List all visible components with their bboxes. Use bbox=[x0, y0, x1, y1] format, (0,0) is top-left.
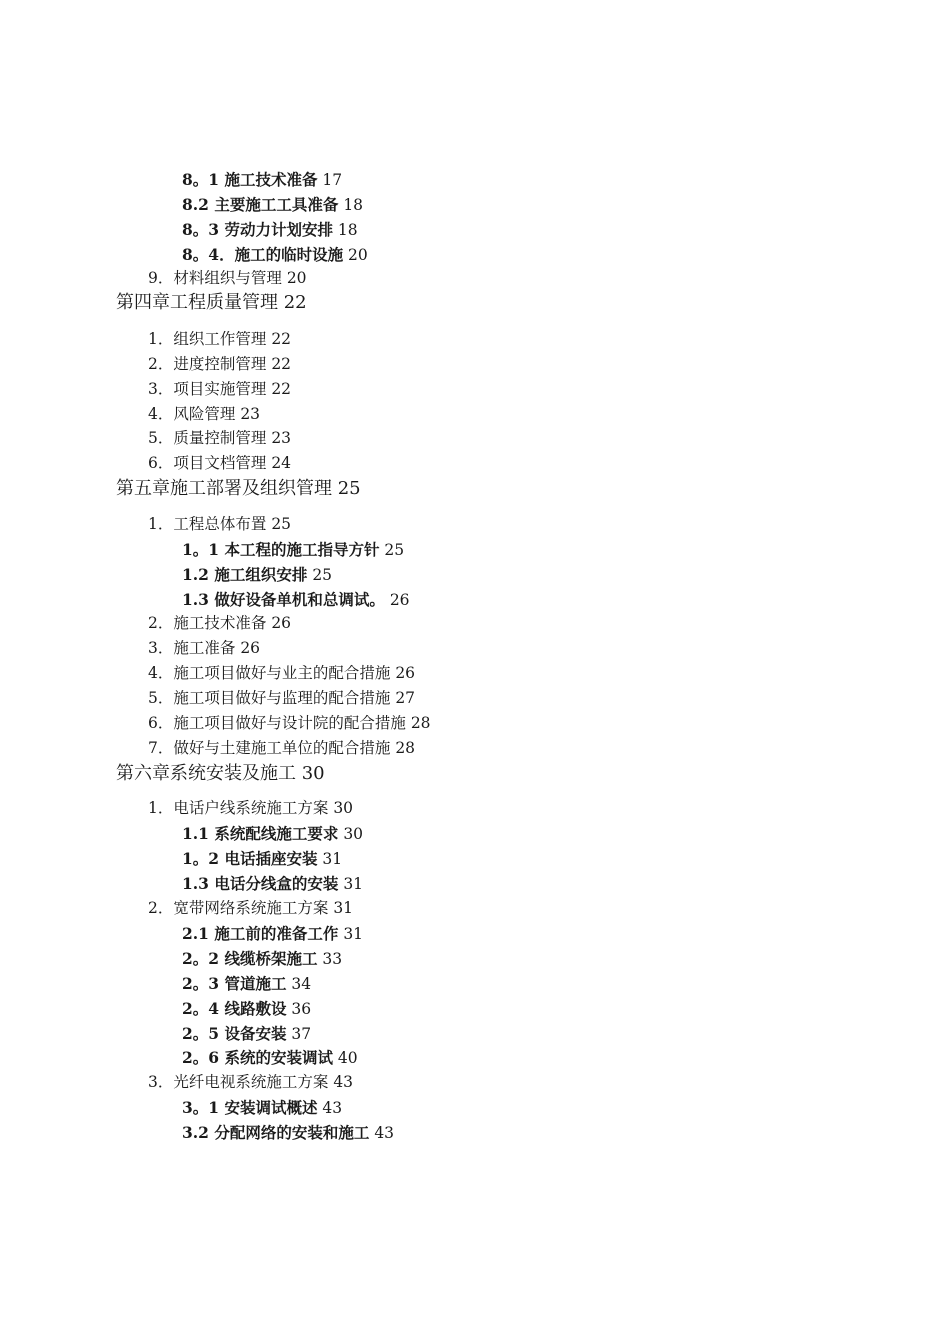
toc-entry[interactable] bbox=[148, 741, 415, 757]
toc-entry[interactable] bbox=[182, 851, 342, 868]
toc-chapter-page: 30 bbox=[301, 763, 325, 784]
toc-entry-title: 1.3 电话分线盒的安装 bbox=[182, 874, 339, 893]
toc-entry-page: 31 bbox=[343, 925, 364, 943]
toc-entry[interactable] bbox=[148, 616, 291, 632]
toc-entry-title: 2。6 系统的安装调试 bbox=[182, 1048, 333, 1067]
toc-entry[interactable] bbox=[148, 382, 291, 398]
toc-entry-title: 8.2 主要施工工具准备 bbox=[182, 195, 339, 214]
toc-entry-title: 2。4 线路敷设 bbox=[182, 999, 287, 1018]
toc-entry-page: 20 bbox=[348, 246, 368, 264]
toc-entry-page: 23 bbox=[271, 429, 292, 447]
toc-entry[interactable] bbox=[148, 357, 291, 373]
toc-chapter-page: 22 bbox=[283, 292, 307, 313]
toc-entry-page: 30 bbox=[343, 825, 364, 843]
toc-entry-page: 27 bbox=[395, 689, 416, 707]
toc-entry-title: 1.3 做好设备单机和总调试。 bbox=[182, 590, 385, 609]
toc-chapter[interactable] bbox=[116, 765, 325, 783]
toc-entry-page: 18 bbox=[337, 221, 358, 239]
toc-entry-page: 28 bbox=[395, 739, 416, 757]
toc-entry[interactable] bbox=[182, 592, 410, 609]
toc-entry[interactable] bbox=[148, 666, 415, 682]
toc-entry[interactable] bbox=[182, 197, 363, 214]
toc-entry[interactable] bbox=[182, 976, 311, 993]
toc-entry-title: 9．材料组织与管理 bbox=[148, 269, 282, 287]
toc-entry[interactable] bbox=[182, 1001, 311, 1018]
toc-entry-page: 18 bbox=[343, 196, 364, 214]
toc-entry-page: 24 bbox=[271, 454, 292, 472]
toc-chapter-page: 25 bbox=[337, 478, 361, 499]
toc-entry-page: 31 bbox=[333, 899, 354, 917]
toc-entry-page: 31 bbox=[322, 850, 343, 868]
toc-entry-page: 30 bbox=[333, 799, 354, 817]
toc-entry-title: 2．进度控制管理 bbox=[148, 355, 267, 373]
toc-chapter[interactable] bbox=[116, 480, 361, 498]
toc-entry[interactable] bbox=[182, 1026, 311, 1043]
toc-entry-page: 23 bbox=[240, 405, 261, 423]
toc-entry-page: 34 bbox=[291, 975, 312, 993]
toc-entry[interactable] bbox=[182, 222, 358, 239]
toc-entry-title: 4．风险管理 bbox=[148, 405, 236, 423]
toc-entry-title: 4．施工项目做好与业主的配合措施 bbox=[148, 664, 391, 682]
toc-entry-page: 37 bbox=[291, 1025, 312, 1043]
toc-entry-title: 3。1 安装调试概述 bbox=[182, 1098, 318, 1117]
toc-entry-title: 8。1 施工技术准备 bbox=[182, 170, 318, 189]
toc-entry-title: 1.2 施工组织安排 bbox=[182, 565, 308, 584]
toc-entry[interactable] bbox=[148, 431, 291, 447]
toc-entry-page: 25 bbox=[384, 541, 405, 559]
toc-entry-title: 6．施工项目做好与设计院的配合措施 bbox=[148, 714, 406, 732]
toc-entry-title: 5．施工项目做好与监理的配合措施 bbox=[148, 689, 391, 707]
toc-entry-title: 1．工程总体布置 bbox=[148, 515, 267, 533]
toc-entry-page: 43 bbox=[333, 1073, 354, 1091]
toc-entry-title: 2。5 设备安装 bbox=[182, 1024, 287, 1043]
toc-entry-title: 1．电话户线系统施工方案 bbox=[148, 799, 329, 817]
toc-entry[interactable] bbox=[182, 951, 342, 968]
toc-entry[interactable] bbox=[148, 641, 260, 657]
toc-entry-title: 1。2 电话插座安装 bbox=[182, 849, 318, 868]
toc-entry-page: 22 bbox=[271, 330, 292, 348]
toc-entry-title: 2。3 管道施工 bbox=[182, 974, 287, 993]
toc-entry-page: 17 bbox=[322, 171, 343, 189]
toc-entry-title: 2。2 线缆桥架施工 bbox=[182, 949, 318, 968]
toc-entry-title: 7．做好与土建施工单位的配合措施 bbox=[148, 739, 391, 757]
toc-entry-title: 5．质量控制管理 bbox=[148, 429, 267, 447]
toc-entry-title: 8。4．施工的临时设施 bbox=[182, 245, 344, 264]
toc-entry-title: 3．项目实施管理 bbox=[148, 380, 267, 398]
toc-entry-page: 25 bbox=[312, 566, 333, 584]
toc-chapter-title: 第四章工程质量管理 bbox=[116, 292, 278, 313]
toc-entry-title: 8。3 劳动力计划安排 bbox=[182, 220, 333, 239]
toc-entry[interactable] bbox=[148, 456, 291, 472]
toc-entry-title: 3.2 分配网络的安装和施工 bbox=[182, 1123, 370, 1142]
toc-chapter-title: 第六章系统安装及施工 bbox=[116, 763, 296, 784]
toc-entry[interactable] bbox=[148, 901, 353, 917]
toc-entry-page: 43 bbox=[374, 1124, 395, 1142]
toc-entry[interactable] bbox=[148, 691, 415, 707]
toc-entry-title: 1。1 本工程的施工指导方针 bbox=[182, 540, 380, 559]
toc-entry[interactable] bbox=[182, 876, 363, 893]
toc-entry-title: 3．施工准备 bbox=[148, 639, 236, 657]
toc-entry[interactable] bbox=[182, 542, 404, 559]
toc-entry-page: 22 bbox=[271, 355, 292, 373]
toc-entry[interactable] bbox=[182, 567, 332, 584]
toc-entry-page: 26 bbox=[240, 639, 261, 657]
toc-entry[interactable] bbox=[148, 1075, 353, 1091]
toc-entry-page: 20 bbox=[286, 269, 307, 287]
toc-chapter[interactable] bbox=[116, 294, 307, 312]
toc-entry[interactable] bbox=[182, 172, 342, 189]
toc-entry-title: 2．宽带网络系统施工方案 bbox=[148, 899, 329, 917]
toc-entry-title: 2．施工技术准备 bbox=[148, 614, 267, 632]
toc-entry-page: 40 bbox=[337, 1049, 358, 1067]
toc-entry[interactable] bbox=[182, 247, 368, 264]
toc-entry-title: 1．组织工作管理 bbox=[148, 330, 267, 348]
toc-entry-page: 31 bbox=[343, 875, 364, 893]
toc-entry-title: 1.1 系统配线施工要求 bbox=[182, 824, 339, 843]
toc-entry[interactable] bbox=[182, 1050, 358, 1067]
toc-entry-title: 3．光纤电视系统施工方案 bbox=[148, 1073, 329, 1091]
toc-entry-title: 6．项目文档管理 bbox=[148, 454, 267, 472]
toc-entry-page: 28 bbox=[410, 714, 431, 732]
toc-entry-page: 43 bbox=[322, 1099, 343, 1117]
toc-entry[interactable] bbox=[148, 801, 353, 817]
toc-entry-page: 26 bbox=[389, 591, 410, 609]
toc-entry-page: 25 bbox=[271, 515, 292, 533]
toc-entry-page: 26 bbox=[271, 614, 292, 632]
toc-entry-page: 33 bbox=[322, 950, 343, 968]
toc-entry[interactable] bbox=[182, 926, 363, 943]
toc-entry[interactable] bbox=[148, 332, 291, 348]
toc-entry[interactable] bbox=[148, 407, 260, 423]
toc-entry-page: 26 bbox=[395, 664, 416, 682]
toc-entry[interactable] bbox=[148, 716, 431, 732]
toc-entry[interactable] bbox=[182, 826, 363, 843]
toc-entry-page: 22 bbox=[271, 380, 292, 398]
toc-entry[interactable] bbox=[182, 1125, 394, 1142]
toc-chapter-title: 第五章施工部署及组织管理 bbox=[116, 478, 332, 499]
toc-entry[interactable] bbox=[148, 517, 291, 533]
toc-entry-title: 2.1 施工前的准备工作 bbox=[182, 924, 339, 943]
toc-entry[interactable] bbox=[182, 1100, 342, 1117]
toc-entry[interactable] bbox=[148, 271, 307, 287]
toc-entry-page: 36 bbox=[291, 1000, 312, 1018]
